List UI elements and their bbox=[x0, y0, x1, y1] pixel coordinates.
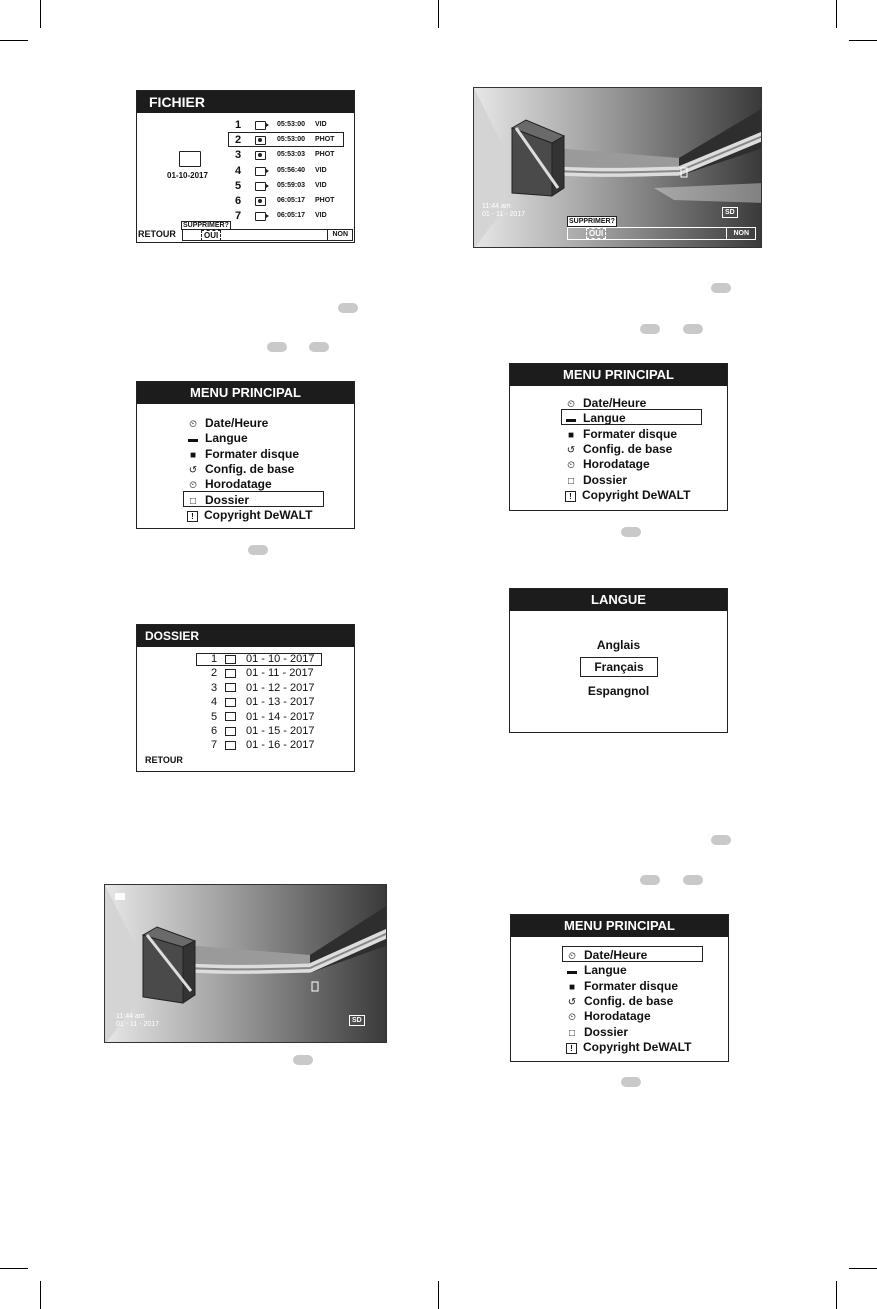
video-icon bbox=[255, 167, 266, 176]
folder-number: 2 bbox=[211, 667, 218, 680]
sd-card-badge: SD bbox=[349, 1015, 365, 1026]
folder-date: 01 - 14 - 2017 bbox=[246, 710, 315, 723]
file-type: VID bbox=[315, 181, 327, 189]
folder-date: 01 - 10 - 2017 bbox=[246, 653, 315, 665]
disk-icon: ■ bbox=[568, 981, 576, 993]
camera-icon bbox=[255, 197, 266, 206]
folder-icon bbox=[225, 741, 236, 750]
menu-item[interactable] bbox=[565, 473, 627, 487]
langue-screen bbox=[509, 588, 728, 733]
menu-item-label: Date/Heure bbox=[583, 396, 647, 410]
menu-item[interactable] bbox=[566, 994, 673, 1008]
file-number: 6 bbox=[235, 195, 242, 207]
menu-item[interactable] bbox=[187, 447, 299, 461]
camera-timestamp bbox=[116, 1013, 159, 1029]
button-reference bbox=[711, 835, 731, 845]
camera-icon bbox=[255, 151, 266, 160]
button-reference bbox=[338, 303, 358, 313]
folder-number: 6 bbox=[211, 725, 218, 737]
menu-item[interactable] bbox=[566, 963, 627, 977]
file-type: VID bbox=[315, 166, 327, 174]
folder-date: 01 - 11 - 2017 bbox=[246, 667, 314, 680]
retour-button[interactable]: RETOUR bbox=[138, 229, 176, 239]
menu-principal-date bbox=[510, 914, 729, 1062]
fichier-title: FICHIER bbox=[137, 91, 354, 113]
supprimer-prompt: SUPPRIMER? bbox=[183, 222, 229, 229]
folder-icon bbox=[179, 151, 201, 167]
retour-button[interactable]: RETOUR bbox=[145, 755, 183, 765]
file-selection-box bbox=[228, 132, 344, 147]
non-button[interactable]: NON bbox=[726, 228, 755, 239]
menu-item-label: Horodatage bbox=[584, 1009, 651, 1024]
menu-principal-dossier bbox=[136, 381, 355, 529]
file-type: VID bbox=[315, 212, 327, 220]
fichier-screen bbox=[136, 90, 355, 243]
menu-item[interactable] bbox=[187, 431, 248, 445]
button-reference bbox=[621, 527, 641, 537]
sd-card-badge: SD bbox=[722, 207, 738, 218]
menu-item-label: Langue bbox=[583, 411, 626, 426]
folder-row[interactable] bbox=[211, 725, 315, 737]
menu-item[interactable] bbox=[565, 442, 672, 456]
menu-item-label: Formater disque bbox=[584, 978, 679, 993]
button-reference bbox=[267, 342, 287, 352]
menu-title: MENU PRINCIPAL bbox=[511, 915, 728, 937]
crop-mark bbox=[0, 40, 28, 41]
fichier-date: 01-10-2017 bbox=[167, 171, 208, 180]
menu-item[interactable] bbox=[565, 488, 690, 502]
timestamp-icon: ⏲ bbox=[189, 480, 197, 492]
speech-icon: ▬ bbox=[188, 434, 198, 446]
pipe-scene bbox=[474, 88, 762, 248]
menu-item[interactable] bbox=[566, 1040, 691, 1054]
file-number: 2 bbox=[235, 134, 242, 147]
folder-date: 01 - 16 - 2017 bbox=[246, 739, 315, 752]
camera-timestamp bbox=[482, 203, 525, 219]
folder-row[interactable] bbox=[211, 682, 315, 694]
button-reference bbox=[621, 1077, 641, 1087]
crop-mark bbox=[849, 40, 877, 41]
crop-mark bbox=[849, 1268, 877, 1269]
file-number: 7 bbox=[235, 210, 242, 223]
file-number: 5 bbox=[235, 179, 242, 192]
oui-button[interactable]: OUI bbox=[586, 228, 606, 239]
button-reference bbox=[683, 324, 703, 334]
langue-title: LANGUE bbox=[510, 589, 727, 611]
folder-row[interactable] bbox=[211, 739, 315, 751]
info-icon: ! bbox=[187, 511, 198, 522]
button-reference bbox=[683, 875, 703, 885]
file-time: 05:53:03 bbox=[277, 151, 306, 159]
menu-item-label: Horodatage bbox=[583, 457, 650, 472]
menu-item-label: Copyright DeWALT bbox=[582, 487, 691, 502]
dossier-title: DOSSIER bbox=[137, 625, 354, 647]
button-reference bbox=[293, 1055, 313, 1065]
folder-date: 01 - 12 - 2017 bbox=[246, 681, 315, 694]
folder-number: 3 bbox=[211, 681, 218, 694]
folder-number: 1 bbox=[211, 653, 218, 665]
reset-icon: ↺ bbox=[188, 464, 198, 476]
camera-date: 01 - 11 - 2017 bbox=[116, 1021, 160, 1028]
file-time: 05:53:00 bbox=[277, 121, 306, 128]
non-button[interactable]: NON bbox=[327, 230, 352, 240]
camera-time: 11:44 am bbox=[116, 1013, 145, 1020]
info-icon: ! bbox=[565, 491, 576, 502]
menu-item-label: Date/Heure bbox=[584, 948, 648, 962]
button-reference bbox=[248, 545, 268, 555]
supprimer-prompt: SUPPRIMER? bbox=[569, 218, 615, 225]
speech-icon: ▬ bbox=[567, 966, 577, 978]
file-number: 4 bbox=[235, 164, 242, 177]
folder-selection-box bbox=[196, 653, 322, 666]
menu-item-label: Langue bbox=[584, 963, 627, 978]
menu-selection-box bbox=[561, 409, 702, 425]
menu-item-label: Config. de base bbox=[583, 441, 673, 456]
dossier-screen bbox=[136, 624, 355, 772]
delete-bar bbox=[567, 227, 756, 240]
menu-item[interactable] bbox=[187, 477, 272, 491]
button-reference bbox=[640, 875, 660, 885]
file-type: PHOT bbox=[315, 151, 335, 159]
file-type: PHOT bbox=[315, 136, 335, 144]
menu-item-label: Config. de base bbox=[584, 993, 674, 1008]
language-option-selected[interactable]: Français bbox=[580, 657, 658, 677]
folder-icon bbox=[225, 683, 236, 692]
reset-icon: ↺ bbox=[567, 996, 577, 1008]
video-icon bbox=[255, 212, 266, 221]
button-reference bbox=[640, 324, 660, 334]
menu-item[interactable] bbox=[565, 396, 646, 410]
crop-mark bbox=[836, 1281, 837, 1309]
folder-number: 7 bbox=[211, 739, 218, 752]
folder-icon: □ bbox=[567, 475, 575, 487]
folder-number: 4 bbox=[211, 696, 218, 709]
file-time: 05:56:40 bbox=[277, 166, 306, 174]
video-icon bbox=[255, 121, 266, 130]
file-time: 06:05:17 bbox=[277, 197, 306, 204]
menu-item-label: Formater disque bbox=[583, 426, 678, 441]
file-type: VID bbox=[315, 121, 327, 128]
menu-item-label: Dossier bbox=[583, 472, 628, 487]
crop-mark bbox=[438, 1281, 439, 1309]
menu-item-label: Dossier bbox=[205, 492, 250, 507]
camera-time: 11:44 am bbox=[482, 203, 511, 210]
crop-mark bbox=[40, 0, 41, 28]
crop-mark bbox=[0, 1268, 28, 1269]
menu-item[interactable] bbox=[565, 457, 650, 471]
timestamp-icon: ⏲ bbox=[567, 460, 575, 472]
camera-view bbox=[104, 884, 387, 1043]
folder-icon bbox=[225, 698, 236, 707]
disk-icon: ■ bbox=[567, 429, 575, 441]
folder-icon bbox=[225, 669, 236, 678]
clock-icon: ⏲ bbox=[189, 419, 197, 430]
menu-item-label: Copyright DeWALT bbox=[583, 1039, 692, 1054]
file-time: 06:05:17 bbox=[277, 212, 306, 220]
button-reference bbox=[309, 342, 329, 352]
video-icon bbox=[255, 182, 266, 191]
menu-item-label: Formater disque bbox=[205, 446, 300, 461]
menu-item[interactable] bbox=[187, 416, 268, 430]
menu-item[interactable] bbox=[566, 1009, 651, 1023]
file-time: 05:59:03 bbox=[277, 181, 306, 189]
folder-number: 5 bbox=[211, 710, 218, 723]
menu-item[interactable] bbox=[565, 427, 677, 441]
crop-mark bbox=[438, 0, 439, 28]
file-type: PHOT bbox=[315, 197, 335, 204]
file-time: 05:53:00 bbox=[277, 136, 306, 144]
file-number: 3 bbox=[235, 149, 242, 162]
info-icon: ! bbox=[566, 1043, 577, 1054]
menu-item-label: Dossier bbox=[584, 1024, 629, 1039]
crop-mark bbox=[836, 0, 837, 28]
file-number: 1 bbox=[235, 119, 242, 131]
crop-mark bbox=[40, 1281, 41, 1309]
folder-icon: □ bbox=[189, 495, 197, 507]
button-reference bbox=[711, 283, 731, 293]
menu-item-label: Langue bbox=[205, 431, 248, 446]
menu-item-label: Config. de base bbox=[205, 461, 295, 476]
folder-date: 01 - 13 - 2017 bbox=[246, 696, 315, 709]
oui-button[interactable]: OUI bbox=[201, 230, 221, 241]
delete-bar bbox=[182, 229, 353, 241]
language-option[interactable]: Espangnol bbox=[587, 684, 650, 698]
folder-row[interactable] bbox=[211, 711, 315, 723]
camera-date: 01 - 11 - 2017 bbox=[482, 211, 526, 218]
menu-item[interactable] bbox=[566, 1025, 628, 1039]
menu-item-label: Copyright DeWALT bbox=[204, 507, 313, 522]
clock-icon: ⏲ bbox=[568, 951, 576, 962]
menu-item[interactable] bbox=[566, 979, 678, 993]
menu-item[interactable] bbox=[187, 462, 294, 476]
folder-row[interactable] bbox=[211, 696, 315, 708]
menu-title: MENU PRINCIPAL bbox=[137, 382, 354, 404]
language-option[interactable]: Anglais bbox=[596, 638, 641, 652]
menu-item-label: Horodatage bbox=[205, 477, 272, 492]
menu-selection-box bbox=[562, 946, 703, 962]
folder-icon bbox=[225, 727, 236, 736]
clock-icon: ⏲ bbox=[567, 399, 575, 410]
folder-icon bbox=[225, 712, 236, 721]
menu-selection-box bbox=[183, 491, 324, 507]
speech-icon: ▬ bbox=[566, 414, 576, 426]
menu-item[interactable] bbox=[187, 508, 312, 522]
folder-date: 01 - 15 - 2017 bbox=[246, 725, 315, 737]
menu-title: MENU PRINCIPAL bbox=[510, 364, 727, 386]
menu-principal-langue bbox=[509, 363, 728, 511]
disk-icon: ■ bbox=[189, 449, 197, 461]
camera-view-delete bbox=[473, 87, 762, 248]
timestamp-icon: ⏲ bbox=[568, 1012, 576, 1024]
folder-row[interactable] bbox=[211, 667, 314, 679]
reset-icon: ↺ bbox=[566, 444, 576, 456]
menu-item-label: Date/Heure bbox=[205, 416, 269, 430]
folder-icon: □ bbox=[568, 1027, 576, 1039]
